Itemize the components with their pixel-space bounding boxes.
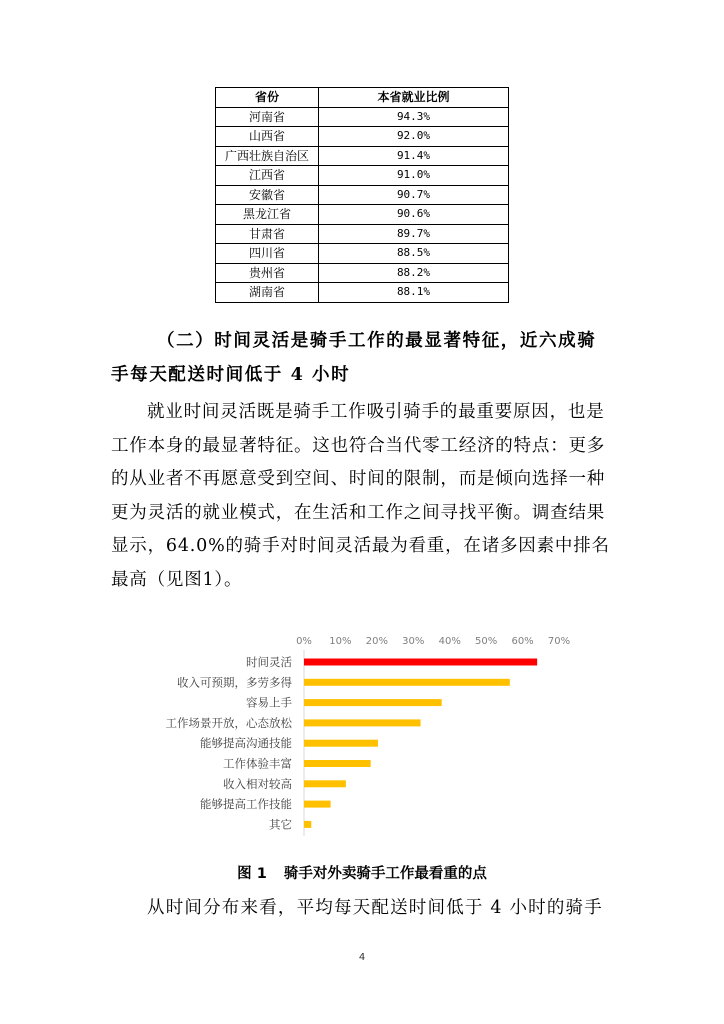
category-label: 工作场景开放，心态放松 [165, 715, 292, 730]
ratio-cell: 90.6% [319, 205, 509, 225]
bar [304, 699, 442, 706]
bar [304, 740, 378, 747]
province-employment-table [215, 87, 509, 303]
ratio-cell: 88.1% [319, 283, 509, 303]
ratio-cell: 94.3% [319, 107, 509, 127]
x-tick-label: 10% [329, 636, 352, 647]
province-cell: 湖南省 [216, 283, 319, 303]
ratio-cell: 89.7% [319, 224, 509, 244]
table-row [216, 185, 509, 205]
body-paragraph-2: 从时间分布来看，平均每天配送时间低于 4 小时的骑手 [147, 898, 603, 918]
bar [304, 760, 371, 767]
figure-caption [0, 862, 724, 883]
ratio-cell: 91.4% [319, 146, 509, 166]
ratio-cell: 91.0% [319, 166, 509, 186]
figure-title: 骑手对外卖骑手工作最看重的点 [283, 866, 487, 882]
table-row [216, 166, 509, 186]
table-row [216, 224, 509, 244]
category-label: 其它 [269, 817, 292, 832]
x-tick-label: 30% [402, 636, 425, 647]
body-paragraph-1: 就业时间灵活既是骑手工作吸引骑手的最重要原因，也是工作本身的最显著特征。这也符合当代零工经济的特点：更多的从业者不再愿意受到空间、时间的限制，而是倾向选择一种更为灵活的就业模式，在生活和工作之间寻找平衡。调查结果显示，64.0%的骑手对时间灵活最为看重，在诸多因素中排名最高（见图1）。 [111, 402, 610, 590]
x-tick-label: 70% [547, 636, 571, 647]
province-cell: 黑龙江省 [216, 205, 319, 225]
table-row [216, 127, 509, 147]
province-cell: 贵州省 [216, 263, 319, 283]
x-tick-label: 40% [438, 636, 461, 647]
column-header-ratio: 本省就业比例 [319, 88, 509, 108]
province-cell: 安徽省 [216, 185, 319, 205]
figure-number: 图 1 [237, 866, 267, 882]
province-cell: 甘肃省 [216, 224, 319, 244]
category-label: 工作体验丰富 [223, 756, 292, 771]
category-label: 容易上手 [246, 695, 292, 710]
bar [304, 801, 331, 808]
x-tick-label: 50% [475, 636, 498, 647]
category-label: 时间灵活 [246, 655, 292, 669]
bar-chart [130, 628, 580, 843]
bar [304, 679, 510, 686]
table-row [216, 244, 509, 264]
x-tick-label: 20% [365, 636, 388, 647]
section-heading: （二）时间灵活是骑手工作的最显著特征，近六成骑手每天配送时间低于 4 小时 [111, 331, 597, 385]
x-tick-label: 60% [511, 636, 534, 647]
province-cell: 江西省 [216, 166, 319, 186]
ratio-cell: 88.2% [319, 263, 509, 283]
category-label: 收入可预期，多劳多得 [177, 675, 292, 690]
table-row [216, 283, 509, 303]
bar [304, 780, 346, 787]
column-header-province: 省份 [216, 88, 319, 108]
table-row [216, 107, 509, 127]
category-label: 能够提高工作技能 [200, 797, 292, 812]
table-header-row [216, 88, 509, 108]
bar [304, 821, 311, 828]
province-cell: 四川省 [216, 244, 319, 264]
bar [304, 719, 421, 726]
ratio-cell: 92.0% [319, 127, 509, 147]
table-row [216, 263, 509, 283]
province-cell: 广西壮族自治区 [216, 146, 319, 166]
ratio-cell: 90.7% [319, 185, 509, 205]
province-cell: 河南省 [216, 107, 319, 127]
bar [304, 659, 537, 666]
x-tick-label: 0% [296, 636, 312, 647]
ratio-cell: 88.5% [319, 244, 509, 264]
table-row [216, 146, 509, 166]
province-cell: 山西省 [216, 127, 319, 147]
table-row [216, 205, 509, 225]
category-label: 收入相对较高 [223, 776, 292, 791]
category-label: 能够提高沟通技能 [200, 736, 292, 751]
page-number: 4 [358, 952, 366, 963]
